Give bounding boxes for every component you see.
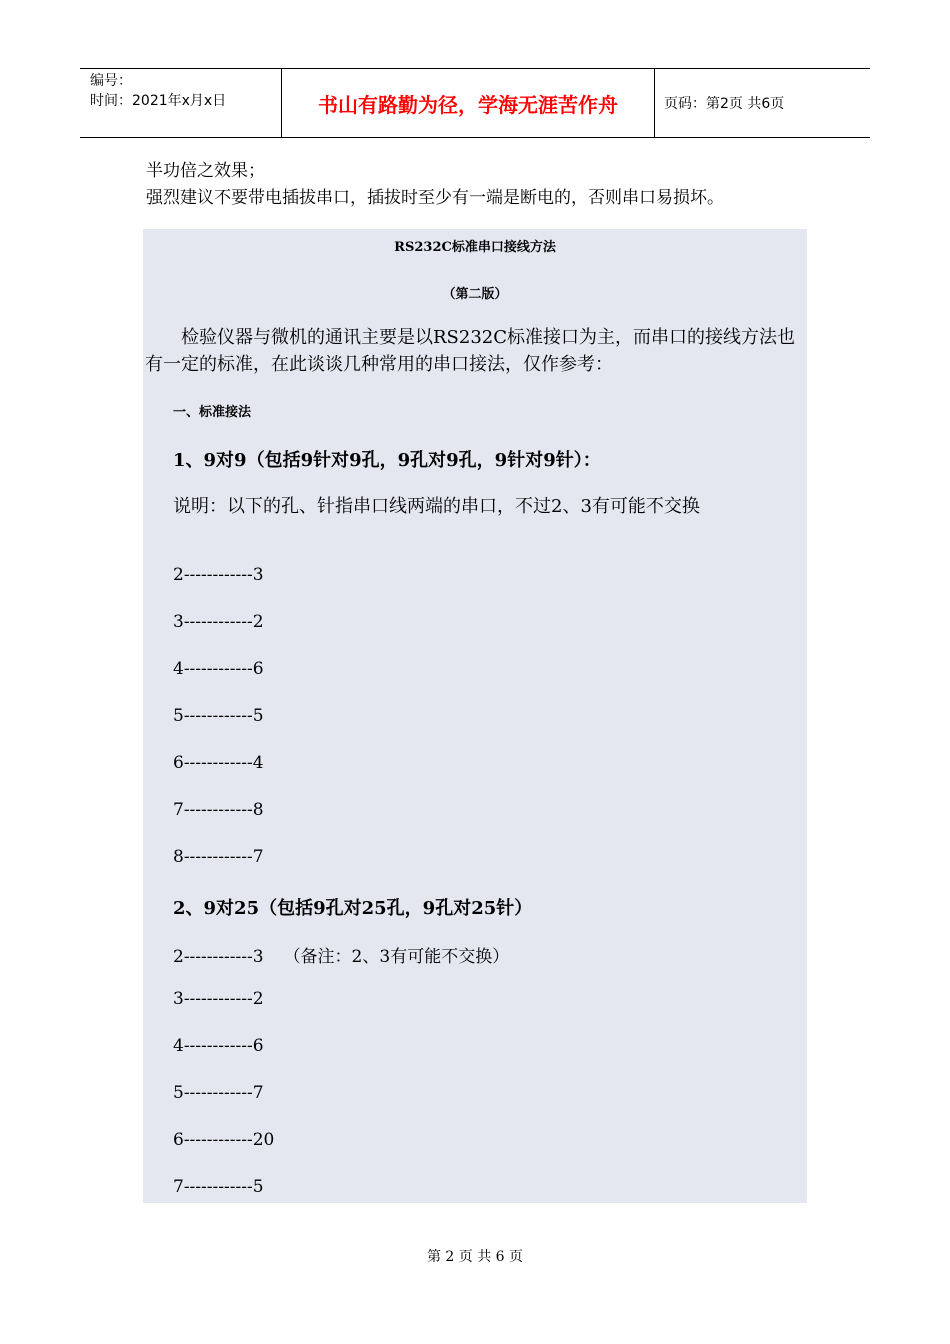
time-label: 时间：2021年x月x日: [90, 93, 227, 109]
pin-row: 8------------7: [173, 847, 264, 867]
pin-row: 4------------6: [173, 1036, 264, 1056]
pin-mapping: 2------------3: [173, 947, 264, 967]
pin-row: 2------------3: [173, 565, 264, 585]
subheading-9-to-9: 1、9对9（包括9针对9孔，9孔对9孔，9针对9针）：: [173, 450, 601, 471]
intro-paragraph: 检验仪器与微机的通讯主要是以RS232C标准接口为主，而串口的接线方法也有一定的标准，在此谈谈几种常用的串口接法，仅作参考：: [145, 327, 796, 375]
pin-note: （备注：2、3有可能不交换）: [283, 947, 510, 967]
intro-line-2: 强烈建议不要带电插拔串口，插拔时至少有一端是断电的，否则串口易损坏。: [146, 188, 724, 208]
pin-row: 5------------5: [173, 706, 264, 726]
pin-row: [173, 942, 509, 967]
pin-row: 7------------5: [173, 1177, 264, 1197]
note-text: 说明：以下的孔、针指串口线两端的串口，不过2、3有可能不交换: [173, 496, 700, 517]
intro-line-1: 半功倍之效果；: [146, 161, 265, 181]
pin-row: 3------------2: [173, 612, 264, 632]
section-heading: 一、标准接法: [173, 405, 252, 420]
subheading-9-to-25: 2、9对25（包括9孔对25孔，9孔对25针）: [173, 898, 533, 919]
motto: 书山有路勤为径，学海无涯苦作舟: [318, 92, 618, 117]
pin-row: 3------------2: [173, 989, 264, 1009]
page-header: [80, 68, 870, 138]
pin-row: 7------------8: [173, 800, 264, 820]
page-info: 页码：第2页 共6页: [664, 96, 785, 112]
document-panel: [143, 229, 807, 1203]
pin-row: 6------------20: [173, 1130, 275, 1150]
doc-title: RS232C标准串口接线方法: [394, 240, 556, 255]
header-meta: [90, 71, 226, 111]
pin-row: 4------------6: [173, 659, 264, 679]
header-divider: [654, 69, 655, 137]
number-label: 编号：: [90, 73, 132, 89]
pin-row: 5------------7: [173, 1083, 264, 1103]
page-footer: 第 2 页 共 6 页: [426, 1249, 524, 1265]
pin-row: 6------------4: [173, 753, 264, 773]
doc-edition: （第二版）: [442, 287, 508, 302]
